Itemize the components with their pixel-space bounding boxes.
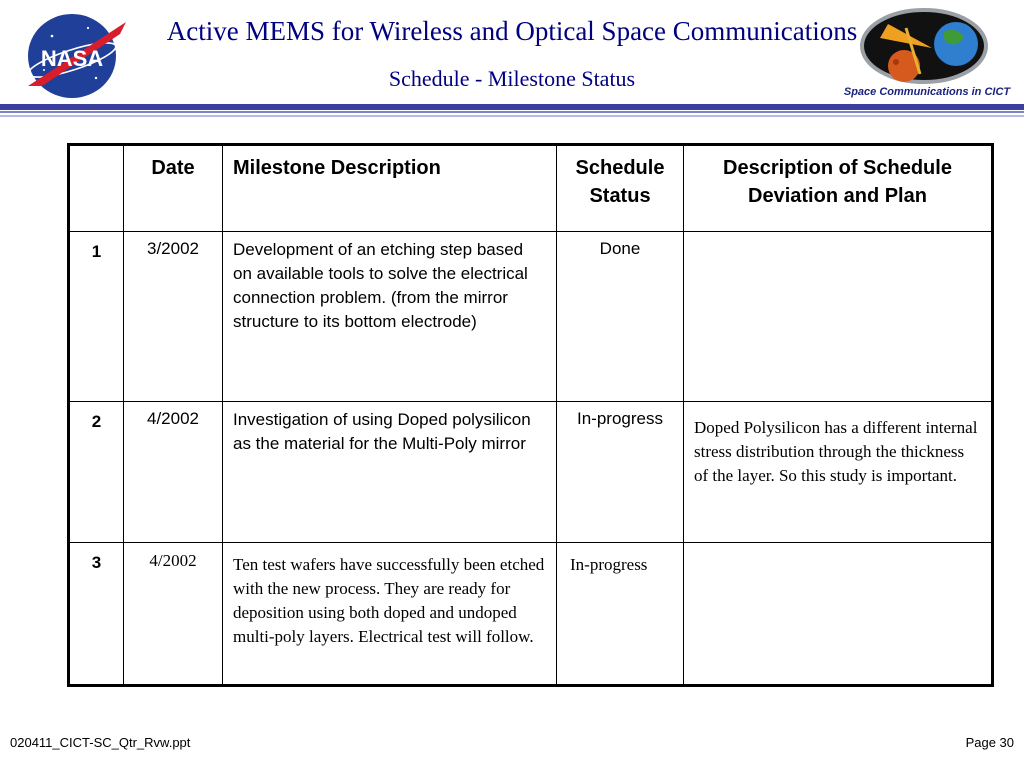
header-status-line2: Status [589, 185, 651, 207]
row-deviation [684, 232, 993, 402]
row-description: Development of an etching step based on available tools to solve the electrical connection problem. (from the mirror structure to its bottom electrode) [223, 232, 557, 402]
row-date: 4/2002 [124, 402, 223, 543]
table-row [69, 232, 993, 402]
header-date: Date [124, 145, 223, 232]
row-number: 3 [69, 543, 124, 686]
row-status: Done [557, 232, 684, 402]
page-title: Active MEMS for Wireless and Optical Space Communications [166, 16, 858, 46]
header-rule-thin [0, 111, 1024, 113]
header-status-line1: Schedule [575, 157, 665, 179]
footer-page-number: Page 30 [965, 735, 1014, 750]
row-number: 1 [69, 232, 124, 402]
header-description: Milestone Description [223, 145, 557, 232]
table-row [69, 543, 993, 686]
row-status: In-progress [557, 402, 684, 543]
page-subtitle: Schedule - Milestone Status [388, 66, 636, 91]
nasa-logo-text: NASA [40, 46, 104, 71]
row-description: Investigation of using Doped polysilicon as the material for the Multi-Poly mirror [223, 402, 557, 543]
row-number: 2 [69, 402, 124, 543]
header-deviation-line1: Description of Schedule [723, 157, 952, 179]
row-date: 3/2002 [124, 232, 223, 402]
header-rule-light [0, 115, 1024, 117]
cict-caption: Space Communications in CICT [843, 86, 1011, 98]
footer-filename: 020411_CICT-SC_Qtr_Rvw.ppt [10, 735, 191, 750]
row-description: Ten test wafers have successfully been etched with the new process. They are ready for deposition using both doped and undoped multi-poly layers. Electrical test will follow. [223, 543, 557, 686]
row-status: In-progress [557, 543, 684, 686]
header-number [69, 145, 124, 232]
header-status [557, 145, 684, 232]
row-deviation: Doped Polysilicon has a different internal stress distribution through the thickness of the layer. So this study is important. [684, 402, 993, 543]
header-rule [0, 104, 1024, 110]
header-deviation [684, 145, 993, 232]
table-header-row [69, 145, 993, 232]
table-row [69, 402, 993, 543]
row-deviation [684, 543, 993, 686]
row-date: 4/2002 [124, 543, 223, 686]
header-deviation-line2: Deviation and Plan [748, 185, 927, 207]
milestone-table [67, 143, 994, 687]
